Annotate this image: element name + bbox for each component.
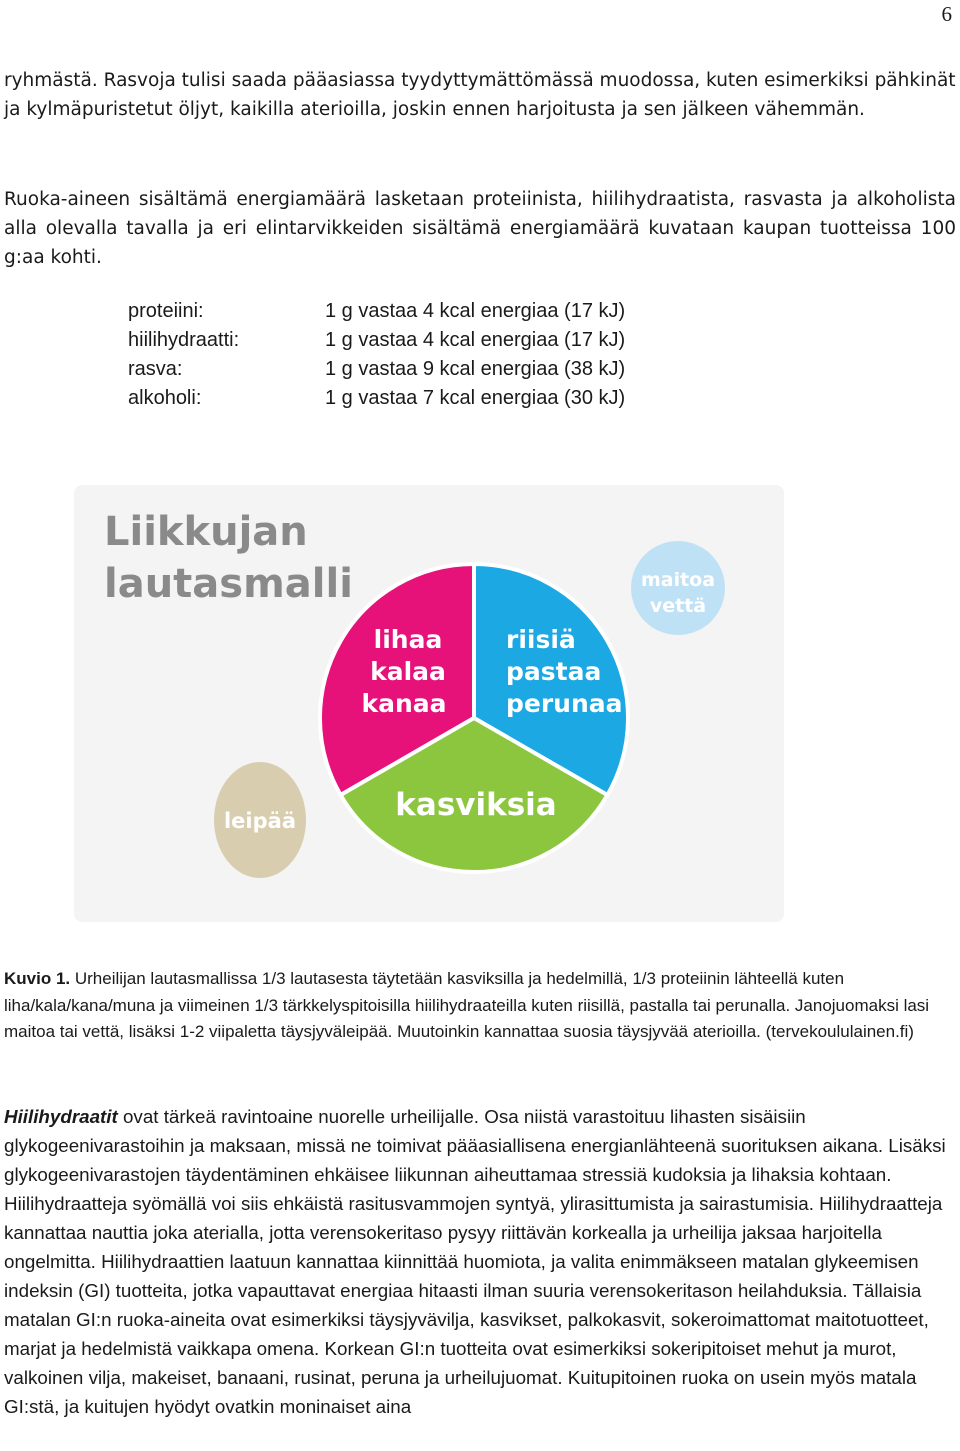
carbohydrate-text: ovat tärkeä ravintoaine nuorelle urheilijalle. Osa niistä varastoituu lihasten sisäisiin glykogeenivarastoihin ja maksaan, missä ne toimivat pääasiallisena energianlähteenä suorituksen aikana. Lisäksi glykogeenivarastojen täydentäminen ehkäisee liikunnan aiheuttamaa stressiä kudoksia ja lihaksia kohtaan. Hiilihydraatteja syömällä voi siis ehkäistä rasitusvammojen syntyä, ylirasittumista ja sairastumisia. Hiilihydraatteja kannattaa nauttia joka aterialla, jotta verensokeritaso pysyy riittävän korkealla ja urheilija jaksaa harjoitella ongelmitta. Hiilihydraattien laatuun kannattaa kiinnittää huomiota, ja valita enimmäkseen matalan glykeemisen indeksin (GI) tuotteita, jotka vapauttavat energiaa hitaasti ilman suuria verensokeritason heilahduksia. Tällaisia matalan GI:n ruoka-aineita ovat esimerkiksi täysjyvävilja, kasvikset, palkokasvit, sokeroimattomat maitotuotteet, marjat ja hedelmistä vaikkapa omena. Korkean GI:n tuotteita ovat esimerkiksi sokeripitoiset mehut ja murot, valkoinen vilja, makeiset, banaani, rusinat, peruna ja urheilujuomat. Kuitupitoinen ruoka on usein myös matala GI:stä, ja kuitujen hyödyt ovatkin moninaiset aina: [4, 1106, 946, 1417]
energy-row: [128, 387, 625, 416]
plate-model-illustration: [74, 485, 784, 922]
page-number: 6: [941, 2, 952, 26]
figure-caption: [4, 966, 956, 1046]
drink-label-milk: maitoa: [640, 569, 716, 591]
carbohydrate-paragraph: [4, 1102, 956, 1421]
drink-label-water: vettä: [649, 595, 707, 617]
plate: [320, 564, 628, 872]
nutrient-name: rasva:: [128, 358, 183, 380]
caption-label: Kuvio 1.: [4, 969, 71, 988]
nutrient-energy: 1 g vastaa 4 kcal energiaa (17 kJ): [325, 300, 626, 322]
carbohydrate-term: Hiilihydraatit: [4, 1106, 118, 1127]
carbs-label-pasta: pastaa: [506, 657, 602, 686]
energy-paragraph: Ruoka-aineen sisältämä energiamäärä lasketaan proteiinista, hiilihydraatista, rasvasta ja alkoholista alla olevalla tavalla ja eri elintarvikkeiden sisältämä energiamäärä kuvataan kaupan tuotteissa 100 g:aa kohti.: [4, 189, 956, 268]
energy-row: [128, 329, 625, 358]
vegetables-label: kasviksia: [395, 787, 557, 823]
intro-paragraph: ryhmästä. Rasvoja tulisi saada pääasiassa tyydyttymättömässä muodossa, kuten esimerkiksi pähkinät ja kylmäpuristetut öljyt, kaikilla aterioilla, joskin ennen harjoitusta ja sen jälkeen vähemmän.: [4, 70, 956, 120]
energy-row: [128, 358, 625, 387]
nutrient-name: alkoholi:: [128, 387, 202, 409]
energy-table: [128, 300, 625, 416]
carbs-label-rice: riisiä: [506, 625, 576, 654]
carbs-label-potato: perunaa: [506, 689, 623, 718]
protein-label-fish: kalaa: [370, 657, 446, 686]
protein-label-chicken: kanaa: [361, 689, 447, 718]
protein-label-meat: lihaa: [373, 625, 443, 654]
nutrient-energy: 1 g vastaa 4 kcal energiaa (17 kJ): [325, 329, 626, 351]
nutrient-name: hiilihydraatti:: [128, 329, 240, 351]
energy-row: [128, 300, 625, 329]
nutrient-energy: 1 g vastaa 7 kcal energiaa (30 kJ): [325, 387, 626, 409]
figure-title-line1: Liikkujan: [104, 509, 308, 555]
nutrient-name: proteiini:: [128, 300, 204, 322]
figure-title-line2: lautasmalli: [104, 561, 353, 607]
plate-model-figure: [74, 485, 784, 922]
nutrient-energy: 1 g vastaa 9 kcal energiaa (38 kJ): [325, 358, 626, 380]
caption-text: Urheilijan lautasmallissa 1/3 lautasesta täytetään kasviksilla ja hedelmillä, 1/3 proteiinin lähteellä kuten liha/kala/kana/muna ja viimeinen 1/3 tärkkelyspitoisilla hiilihydraateilla kuten riisillä, pastalla tai perunalla. Janojuomaksi lasi maitoa tai vettä, lisäksi 1-2 viipaletta täysjyväleipää. Muutoinkin kannattaa suosia täysjyvää aterioilla. (tervekoululainen.fi): [4, 969, 930, 1041]
bread-label: leipää: [223, 809, 297, 833]
